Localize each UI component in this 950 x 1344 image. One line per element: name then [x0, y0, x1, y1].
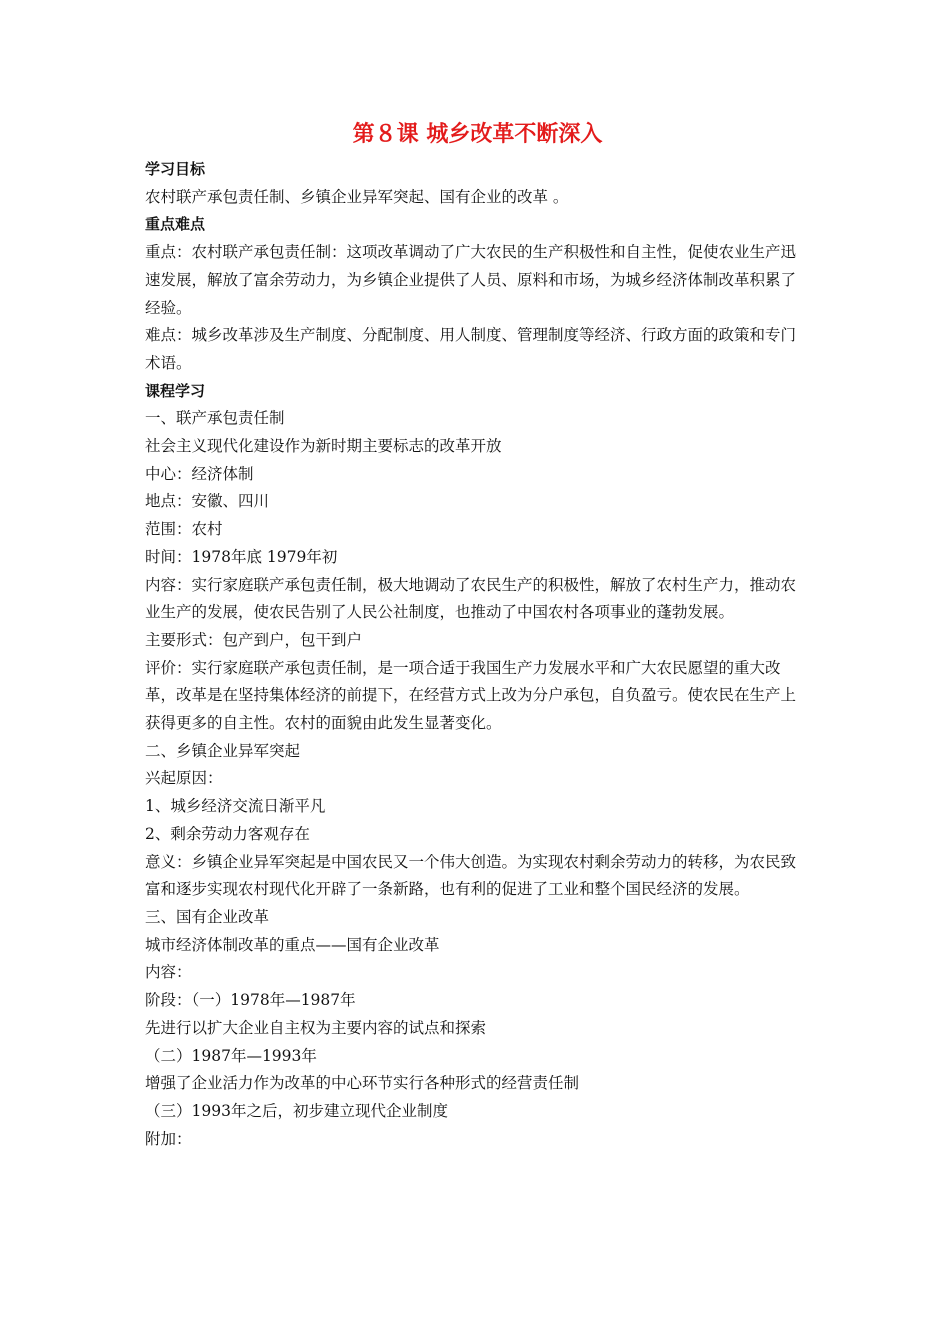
paragraph-line: 社会主义现代化建设作为新时期主要标志的改革开放	[145, 437, 502, 456]
paragraph-line: 农村联产承包责任制、乡镇企业异军突起、国有企业的改革 。	[145, 187, 569, 206]
paragraph-line: 一、联产承包责任制	[145, 409, 285, 428]
paragraph-line: 内容：	[145, 963, 192, 982]
paragraph-line: （二）1987年—1993年	[145, 1046, 317, 1065]
paragraph-line: 先进行以扩大企业自主权为主要内容的试点和探索	[145, 1018, 487, 1037]
paragraph-line: 主要形式：包产到户，包干到户	[145, 630, 363, 649]
paragraph-line: 难点：城乡改革涉及生产制度、分配制度、用人制度、管理制度等经济、行政方面的政策和专门术语。	[145, 326, 797, 372]
paragraph-line: 三、国有企业改革	[145, 907, 270, 926]
paragraph-line: 意义：乡镇企业异军突起是中国农民又一个伟大创造。为实现农村剩余劳动力的转移，为农民致富和逐步实现农村现代化开辟了一条新路，也有利的促进了工业和整个国民经济的发展。	[145, 852, 797, 899]
document-lines	[145, 156, 810, 1153]
paragraph-line: （三）1993年之后，初步建立现代企业制度	[145, 1101, 448, 1120]
page-title: 第８课 城乡改革不断深入	[352, 122, 603, 147]
paragraph-line: 兴起原因：	[145, 769, 223, 788]
paragraph-line: 范围：农村	[145, 520, 223, 539]
paragraph-line: 附加：	[145, 1129, 192, 1148]
paragraph-line: 评价：实行家庭联产承包责任制，是一项合适于我国生产力发展水平和广大农民愿望的重大改革，改革是在坚持集体经济的前提下，在经营方式上改为分户承包，自负盈亏。使农民在生产上获得更多的自主性。农村的面貌由此发生显著变化。	[145, 658, 797, 733]
paragraph-line: 重点：农村联产承包责任制：这项改革调动了广大农民的生产积极性和自主性，促使农业生产迅速发展，解放了富余劳动力，为乡镇企业提供了人员、原料和市场，为城乡经济体制改革积累了经验。	[145, 243, 797, 317]
paragraph-line: 二、乡镇企业异军突起	[145, 741, 301, 760]
section-heading: 学习目标	[145, 160, 206, 178]
document-body	[145, 120, 810, 1153]
paragraph-line: 1、城乡经济交流日渐平凡	[145, 797, 326, 816]
paragraph-line: 地点：安徽、四川	[145, 492, 270, 511]
paragraph-line: 增强了企业活力作为改革的中心环节实行各种形式的经营责任制	[145, 1074, 580, 1093]
paragraph-line: 2、剩余劳动力客观存在	[145, 824, 310, 843]
section-heading: 重点难点	[145, 215, 206, 234]
paragraph-line: 中心：经济体制	[145, 464, 254, 483]
paragraph-line: 内容：实行家庭联产承包责任制，极大地调动了农民生产的积极性，解放了农村生产力，推动农业生产的发展，使农民告别了人民公社制度，也推动了中国农村各项事业的蓬勃发展。	[145, 575, 797, 622]
paragraph-line: 时间：1978年底 1979年初	[145, 547, 338, 566]
paragraph-line: 城市经济体制改革的重点——国有企业改革	[145, 935, 440, 954]
paragraph-line: 阶段：（一）1978年—1987年	[145, 991, 356, 1010]
section-heading: 课程学习	[145, 381, 206, 400]
